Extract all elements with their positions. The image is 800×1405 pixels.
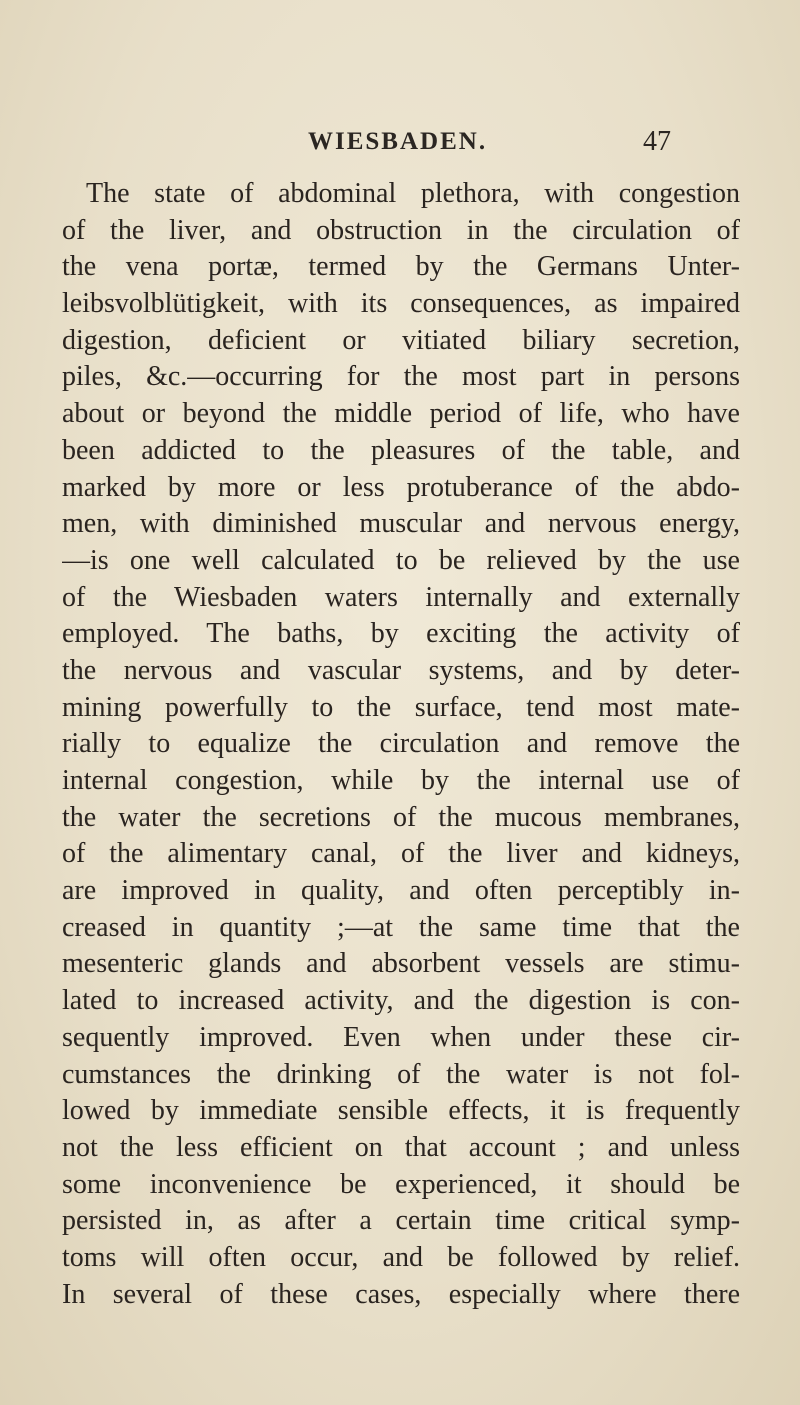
text-line: sequently improved. Even when under these cir- [62,1021,740,1053]
text-line: of the alimentary canal, of the liver and kidneys, [62,838,740,870]
text-line: mesenteric glands and absorbent vessels are stimu- [62,948,740,980]
text-line: the vena portæ, termed by the Germans Unter- [62,251,740,283]
text-line: the water the secretions of the mucous membranes, [62,801,740,833]
body-paragraph [62,176,740,1313]
text-line: of the liver, and obstruction in the circulation of [62,214,740,246]
text-line: lowed by immediate sensible effects, it is frequently [62,1095,740,1127]
text-line: leibsvolblütigkeit, with its consequences, as impaired [62,288,740,320]
text-line: been addicted to the pleasures of the table, and [62,434,740,466]
text-line: internal congestion, while by the internal use of [62,765,740,796]
text-line: persisted in, as after a certain time critical symp- [62,1205,740,1237]
text-line: of the Wiesbaden waters internally and externally [62,581,740,613]
text-line: piles, &c.—occurring for the most part in persons [62,361,740,393]
text-line: The state of abdominal plethora, with congestion [86,178,740,209]
text-line: rially to equalize the circulation and remove the [62,728,740,760]
running-title: WIESBADEN. [308,128,488,155]
text-line: marked by more or less protuberance of the abdo- [62,471,740,503]
text-line: mining powerfully to the surface, tend most mate- [62,691,740,723]
text-line: about or beyond the middle period of life, who have [62,398,740,430]
text-line: lated to increased activity, and the digestion is con- [62,985,740,1017]
page-number: 47 [643,126,671,157]
text-line: In several of these cases, especially where there [62,1278,740,1310]
text-line: —is one well calculated to be relieved by the use [62,544,740,576]
text-line: digestion, deficient or vitiated biliary secretion, [62,324,740,356]
text-line: not the less efficient on that account ; and unless [62,1131,740,1163]
text-line: the nervous and vascular systems, and by deter- [62,654,740,686]
running-head [0,128,800,168]
text-line: creased in quantity ;—at the same time that the [62,911,740,943]
text-line: are improved in quality, and often perceptibly in- [62,875,740,907]
text-line: cumstances the drinking of the water is not fol- [62,1058,740,1090]
text-line: toms will often occur, and be followed by relief. [62,1241,740,1273]
text-line: some inconvenience be experienced, it should be [62,1168,740,1200]
text-line: employed. The baths, by exciting the activity of [62,618,740,650]
text-line: men, with diminished muscular and nervous energy, [62,508,740,540]
